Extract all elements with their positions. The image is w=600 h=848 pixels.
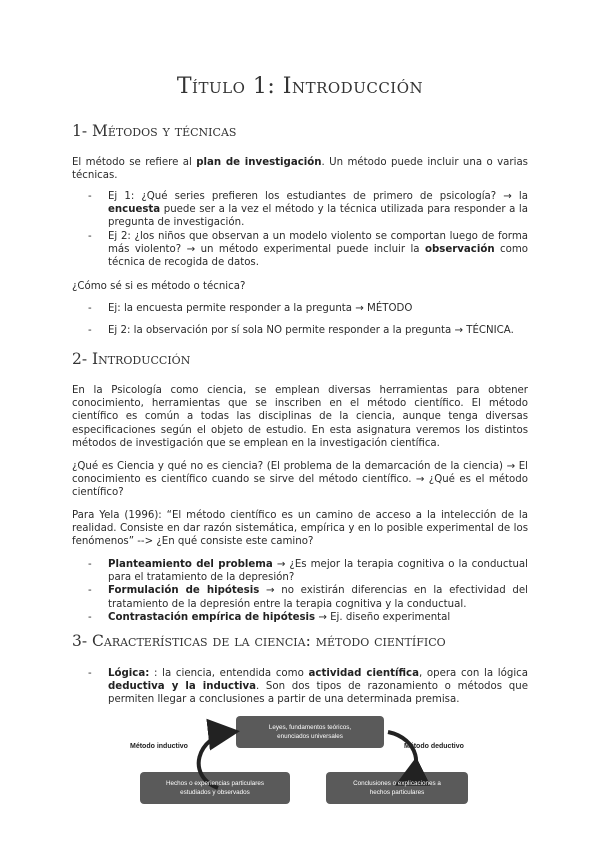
examples-list [88,190,528,269]
section-heading-metodos: 1- Métodos y técnicas [72,122,237,140]
text: → ¿Es mejor la terapia cognitiva o la conductual para el tratamiento de la depresión? [108,559,528,584]
text: Ej: la encuesta permite responder a la pregunta → MÉTODO [108,303,413,314]
text: : la ciencia, entendida como [149,668,309,679]
answers-list [88,302,528,337]
text: como técnica de recogida de datos. [108,243,528,269]
bold-text: actividad científica [308,668,419,679]
text: Ej 2: la observación por sí sola NO permite responder a la pregunta → TÉCNICA. [108,325,514,337]
section-heading-caracteristicas: 3- Características de la ciencia: método científico [72,632,446,650]
facts-text-1: Hechos o experiencias particulares [165,780,265,787]
bold-text: plan de investigación [196,157,322,168]
text: → no existirán diferencias en la efectividad del tratamiento de la depresión entre la terapia cognitiva y la conductual. [108,585,528,610]
list-item: - Ej 1: ¿Qué series prefieren los estudiantes de primero de psicología? → la encuesta puede ser a la vez el método y la técnica utilizada para responder a la pregunta de investigación. [88,191,528,229]
induction-deduction-diagram [100,710,520,820]
list-item: - Planteamiento del problema → ¿Es mejor la terapia cognitiva o la conductual para el tratamiento de la depresión? [88,559,528,584]
text: . Un método puede incluir una o varias técnicas. [72,157,528,182]
bold-text: Planteamiento del problema [108,559,273,570]
text: Ej 1: ¿Qué series prefieren los estudiantes de primero de psicología? → la [108,191,528,202]
characteristics-list [88,667,528,707]
section-heading-introduccion: 2- Introducción [72,350,191,368]
conclusions-text-1: Conclusiones o explicaciones a [353,780,441,787]
paragraph-intro: En la Psicología como ciencia, se emplean diversas herramientas para obtener conocimiento, herramientas que se inscriben en el método científico. El método científico es común a todas las disciplinas de la ciencia, aunque tenga diversas especificaciones según el objeto de estudio. En esta asignatura veremos los distintos métodos de investigación que se emplean en la investigación científica. [72,385,528,449]
list-item: - Lógica: : la ciencia, entendida como actividad científica, opera con la lógica deductiva y la inductiva. Son dos tipos de razonamiento o métodos que permiten llegar a conclusiones a partir de una determinada premisa. [88,668,528,706]
bold-text: Formulación de hipótesis [108,585,260,597]
right-label: Método deductivo [404,743,464,750]
bold-text: Lógica: [108,668,150,679]
paragraph-metodo [72,156,528,182]
list-item: - Contrastación empírica de hipótesis → Ej. diseño experimental [88,611,451,623]
list-item: - Ej 2: ¿los niños que observan a un modelo violento se comportan luego de forma más violento? → un método experimental puede incluir la observación como técnica de recogida de datos. [88,230,528,269]
text: → Ej. diseño experimental [315,611,451,623]
list-item: - Ej 2: la observación por sí sola NO permite responder a la pregunta → TÉCNICA. [88,325,514,337]
bold-text: deductiva y la inductiva [108,681,256,693]
text: puede ser a la vez el método y la técnica utilizada para responder a la pregunta de investigación. [108,204,528,229]
theory-text-2: enunciados universales [277,733,343,740]
theory-text-1: Leyes, fundamentos teóricos, [268,724,352,731]
steps-list [88,558,528,624]
paragraph-yela: Para Yela (1996): “El método científico es un camino de acceso a la intelección de la realidad. Consiste en dar razón sistemática, empírica y en lo posible experimental de los fenómenos” --> ¿En qué consiste este camino? [72,510,528,548]
text: El método se refiere al [72,157,197,168]
bold-text: encuesta [108,204,161,216]
paragraph-ciencia: ¿Qué es Ciencia y qué no es ciencia? (El problema de la demarcación de la ciencia) → El conocimiento es científico cuando se sirve del método científico. → ¿Qué es el método científico? [72,461,528,499]
theory-box [236,716,384,748]
text: , opera con la lógica [418,668,528,679]
page-title: Título 1: Introducción [176,74,424,99]
conclusions-box [326,772,468,804]
text: . Son dos tipos de razonamiento o métodos que permiten llegar a conclusiones a partir de una determinada premisa. [108,681,528,706]
left-label: Método inductivo [130,743,188,750]
facts-text-2: estudiados y observados [180,789,250,796]
bold-text: Contrastación empírica de hipótesis [108,611,316,623]
conclusions-text-2: hechos particulares [369,789,425,796]
bold-text: observación [424,243,495,255]
question-text: ¿Cómo sé si es método o técnica? [72,281,246,292]
list-item: - Ej: la encuesta permite responder a la pregunta → MÉTODO [88,303,413,314]
list-item: - Formulación de hipótesis → no existirán diferencias en la efectividad del tratamiento de la depresión entre la terapia cognitiva y la conductual. [88,585,528,610]
text: Ej 2: ¿los niños que observan a un modelo violento se comportan luego de forma más violento? → un método experimental puede incluir la [108,230,528,255]
